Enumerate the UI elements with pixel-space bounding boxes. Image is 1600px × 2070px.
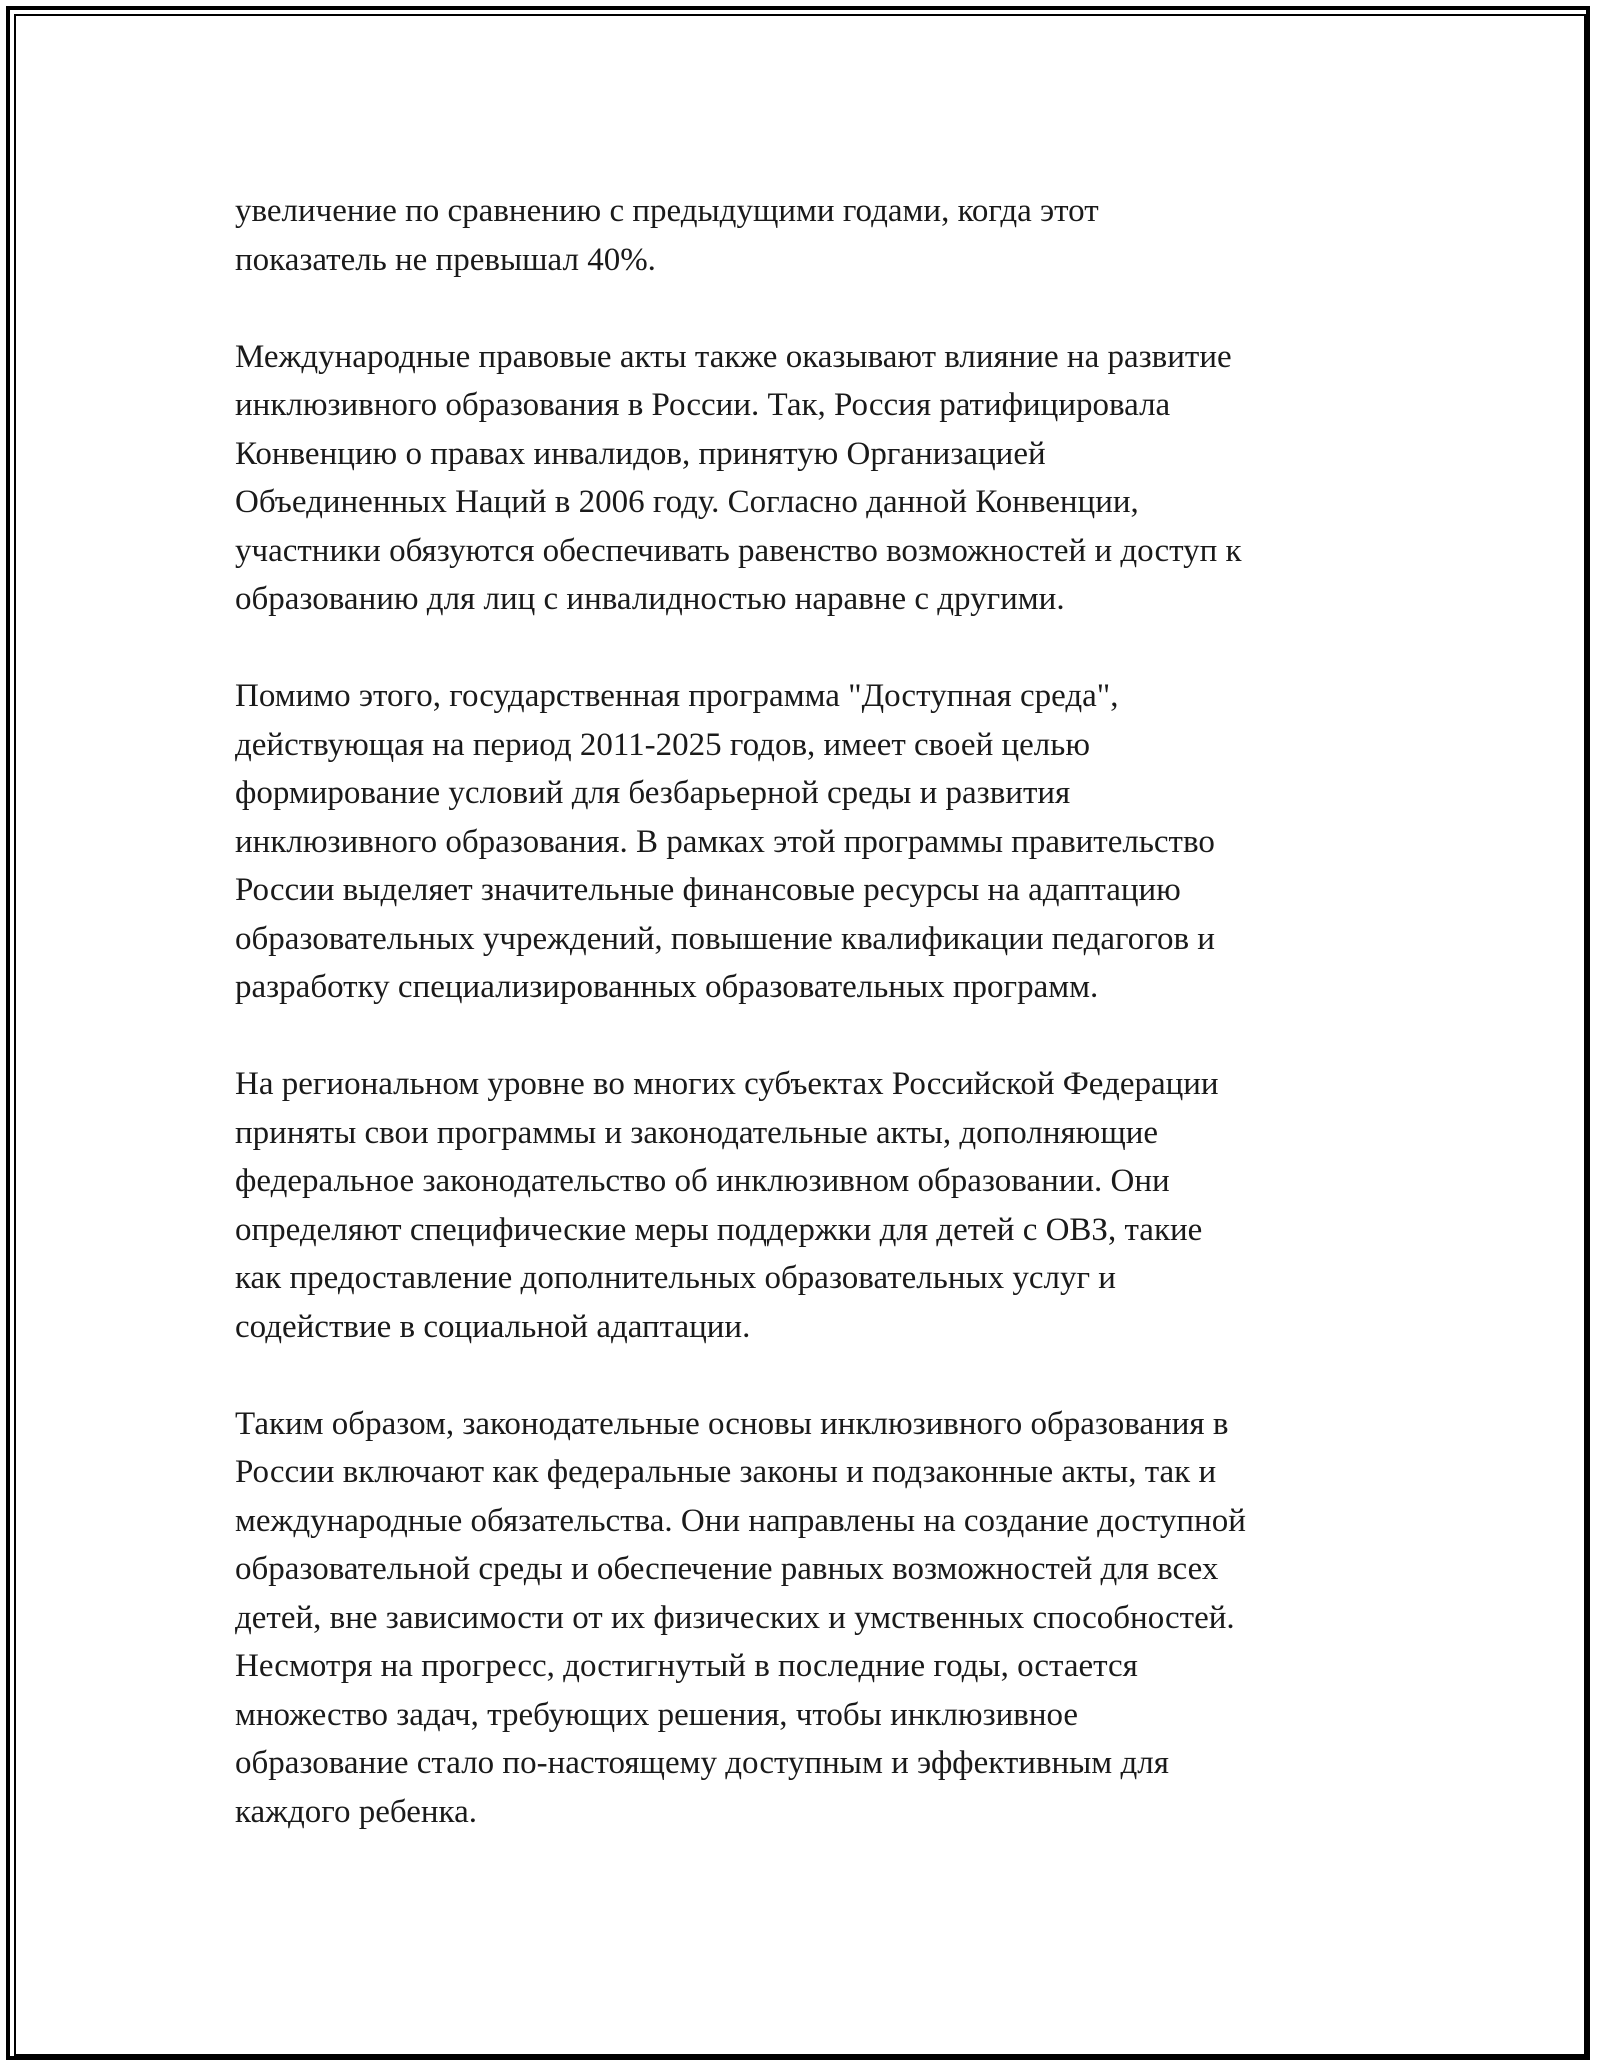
paragraph-5: Таким образом, законодательные основы инклюзивного образования в России включают как федеральные законы и подзаконные акты, так и международные обязательства. Они направлены на создание доступной образовательной среды и обеспечение равных возможностей для всех детей, вне зависимости от их физических и умственных способностей. Несмотря на прогресс, достигнутый в последние годы, остается множество задач, требующих решения, чтобы инклюзивное образование стало по-настоящему доступным и эффективным для каждого ребенка. (235, 1405, 1246, 1830)
paragraph-3: Помимо этого, государственная программа "Доступная среда", действующая на период 2011-2025 годов, имеет своей целью формирование условий для безбарьерной среды и развития инклюзивного образования. В рамках этой программы правительство России выделяет значительные финансовые ресурсы на адаптацию образовательных учреждений, повышение квалификации педагогов и разработку специализированных образовательных программ. (235, 678, 1215, 1005)
paragraph-4: На региональном уровне во многих субъектах Российской Федерации приняты свои программы и законодательные акты, дополняющие федеральное законодательство об инклюзивном образовании. Они определяют специфические меры поддержки для детей с ОВЗ, такие как предоставление дополнительных образовательных услуг и содействие в социальной адаптации. (235, 1066, 1219, 1345)
paragraph-2: Международные правовые акты также оказывают влияние на развитие инклюзивного образования в России. Так, Россия ратифицировала Конвенцию о правах инвалидов, принятую Организацией Объединенных Наций в 2006 году. Согласно данной Конвенции, участники обязуются обеспечивать равенство возможностей и доступ к образованию для лиц с инвалидностью наравне с другими. (235, 338, 1242, 617)
paragraph-1: увеличение по сравнению с предыдущими годами, когда этот показатель не превышал 40%. (235, 193, 1099, 278)
document-body (235, 187, 1375, 1885)
